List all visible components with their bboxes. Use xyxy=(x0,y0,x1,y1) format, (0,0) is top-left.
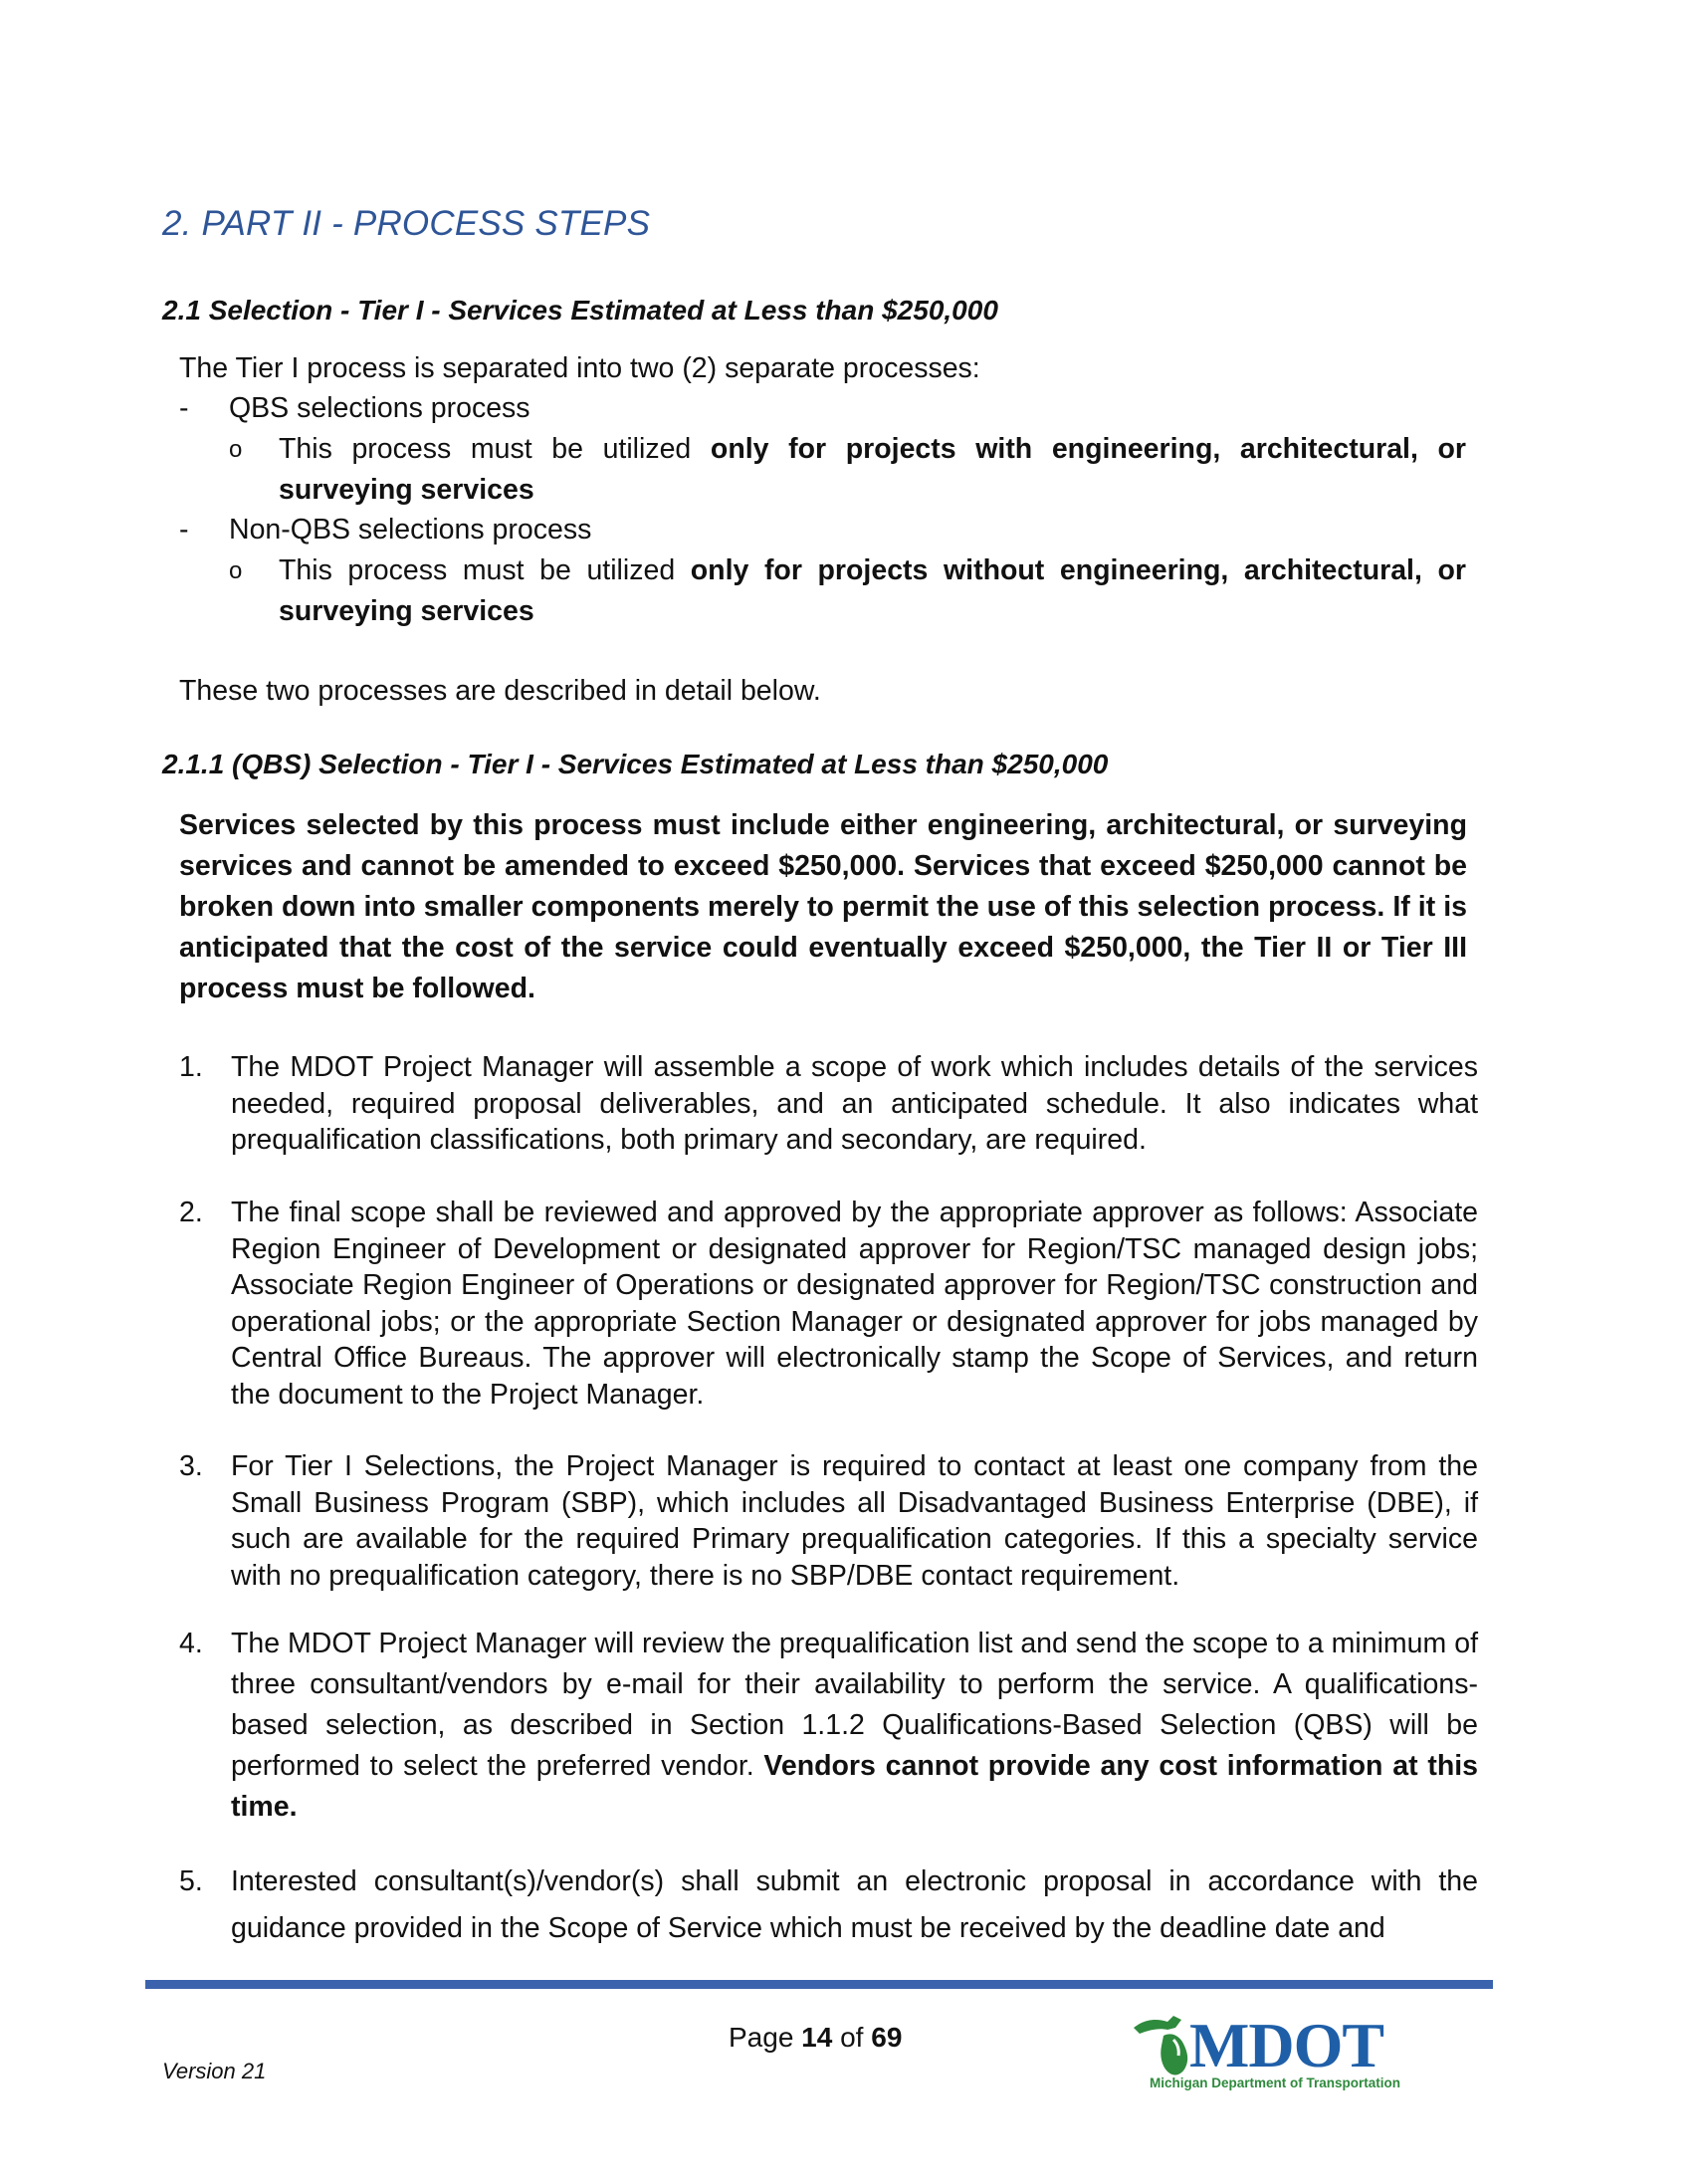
footer-rule xyxy=(145,1980,1493,1989)
circle-marker: o xyxy=(229,557,243,584)
list-number: 5. xyxy=(179,1865,203,1897)
version-label: Version 21 xyxy=(162,2059,267,2083)
list-text: The MDOT Project Manager will review the prequalification list and send the scope to a minimum of three consultant/vendors by e-mail for their availability to perform the service. A qualifications-based selection, as described in Section 1.1.2 Qualifications-Based Selection (QBS) will be performed to select the preferred vendor. xyxy=(231,1628,1478,1782)
circle-marker: o xyxy=(229,436,243,463)
list-item xyxy=(179,1448,1478,1594)
list-text: The MDOT Project Manager will assemble a scope of work which includes details of the services needed, required proposal deliverables, and an anticipated schedule. It also indicates what prequalification classifications, both primary and secondary, are required. xyxy=(231,1051,1478,1156)
bullet-label: Non-QBS selections process xyxy=(229,514,592,546)
list-text: For Tier I Selections, the Project Manager is required to contact at least one company from the Small Business Program (SBP), which includes all Disadvantaged Business Enterprise (DBE), if such are available for the required Primary prequalification categories. If this a specialty service with no prequalification category, there is no SBP/DBE contact requirement. xyxy=(231,1450,1478,1592)
sub-bullet-text: This process must be utilized xyxy=(279,554,691,586)
list-text-container xyxy=(231,1624,1478,1828)
page-number xyxy=(729,2022,902,2054)
list-item xyxy=(179,1624,1478,1828)
list-number: 3. xyxy=(179,1450,203,1482)
list-item xyxy=(179,1049,1478,1159)
list-item xyxy=(179,1195,1478,1413)
list-number: 4. xyxy=(179,1628,203,1659)
section-2-1-title: 2.1 Selection - Tier I - Services Estimated at Less than $250,000 xyxy=(162,295,998,326)
logo-subtitle: Michigan Department of Transportation xyxy=(1150,2075,1401,2090)
sub-bullet-item xyxy=(229,429,1467,511)
list-item xyxy=(179,1858,1478,1952)
page-of: of xyxy=(832,2022,872,2053)
page-prefix: Page xyxy=(729,2022,802,2053)
list-text: Interested consultant(s)/vendor(s) shall submit an electronic proposal in accordance with the guidance provided in the Scope of Service which must be received by the deadline date and xyxy=(231,1865,1478,1944)
list-number: 2. xyxy=(179,1197,203,1228)
bullet-label: QBS selections process xyxy=(229,392,530,424)
sub-bullet-text: This process must be utilized xyxy=(279,433,711,465)
part-heading: 2. PART II - PROCESS STEPS xyxy=(162,204,651,243)
page-current: 14 xyxy=(801,2022,833,2053)
page-total: 69 xyxy=(871,2022,903,2053)
section-2-1-1-title: 2.1.1 (QBS) Selection - Tier I - Services Estimated at Less than $250,000 xyxy=(162,749,1109,779)
dash-marker: - xyxy=(179,514,189,546)
section-2-1-intro: The Tier I process is separated into two (2) separate processes: xyxy=(179,352,980,384)
list-number: 1. xyxy=(179,1051,203,1083)
logo-wordmark: MDOT xyxy=(1189,2010,1384,2080)
dash-marker: - xyxy=(179,392,189,424)
mdot-logo xyxy=(1130,2006,1428,2095)
sub-bullet-item xyxy=(229,550,1466,632)
sub-bullet-bold-text: only for projects with engineering, architectural, or surveying services xyxy=(279,433,1467,506)
section-2-1-1-notice: Services selected by this process must include either engineering, architectural, or surveying services and cannot be amended to exceed $250,000. Services that exceed $250,000 cannot be broken down into smaller components merely to permit the use of this selection process. If it is anticipated that the cost of the service could eventually exceed $250,000, the Tier II or Tier III process must be followed. xyxy=(179,809,1467,1004)
sub-bullet-bold-text: only for projects without engineering, architectural, or surveying services xyxy=(279,554,1466,627)
list-text: The final scope shall be reviewed and approved by the appropriate approver as follows: Associate Region Engineer of Development or designated approver for Region/TSC managed design jobs; Associate Region Engineer of Operations or designated approver for Region/TSC construction and operational jobs; or the appropriate Section Manager or designated approver for jobs managed by Central Office Bureaus. The approver will electronically stamp the Scope of Services, and return the document to the Project Manager. xyxy=(231,1197,1478,1411)
list-bold-text: Vendors cannot provide any cost information at this time. xyxy=(231,1750,1478,1823)
section-2-1-closing: These two processes are described in detail below. xyxy=(179,675,821,707)
